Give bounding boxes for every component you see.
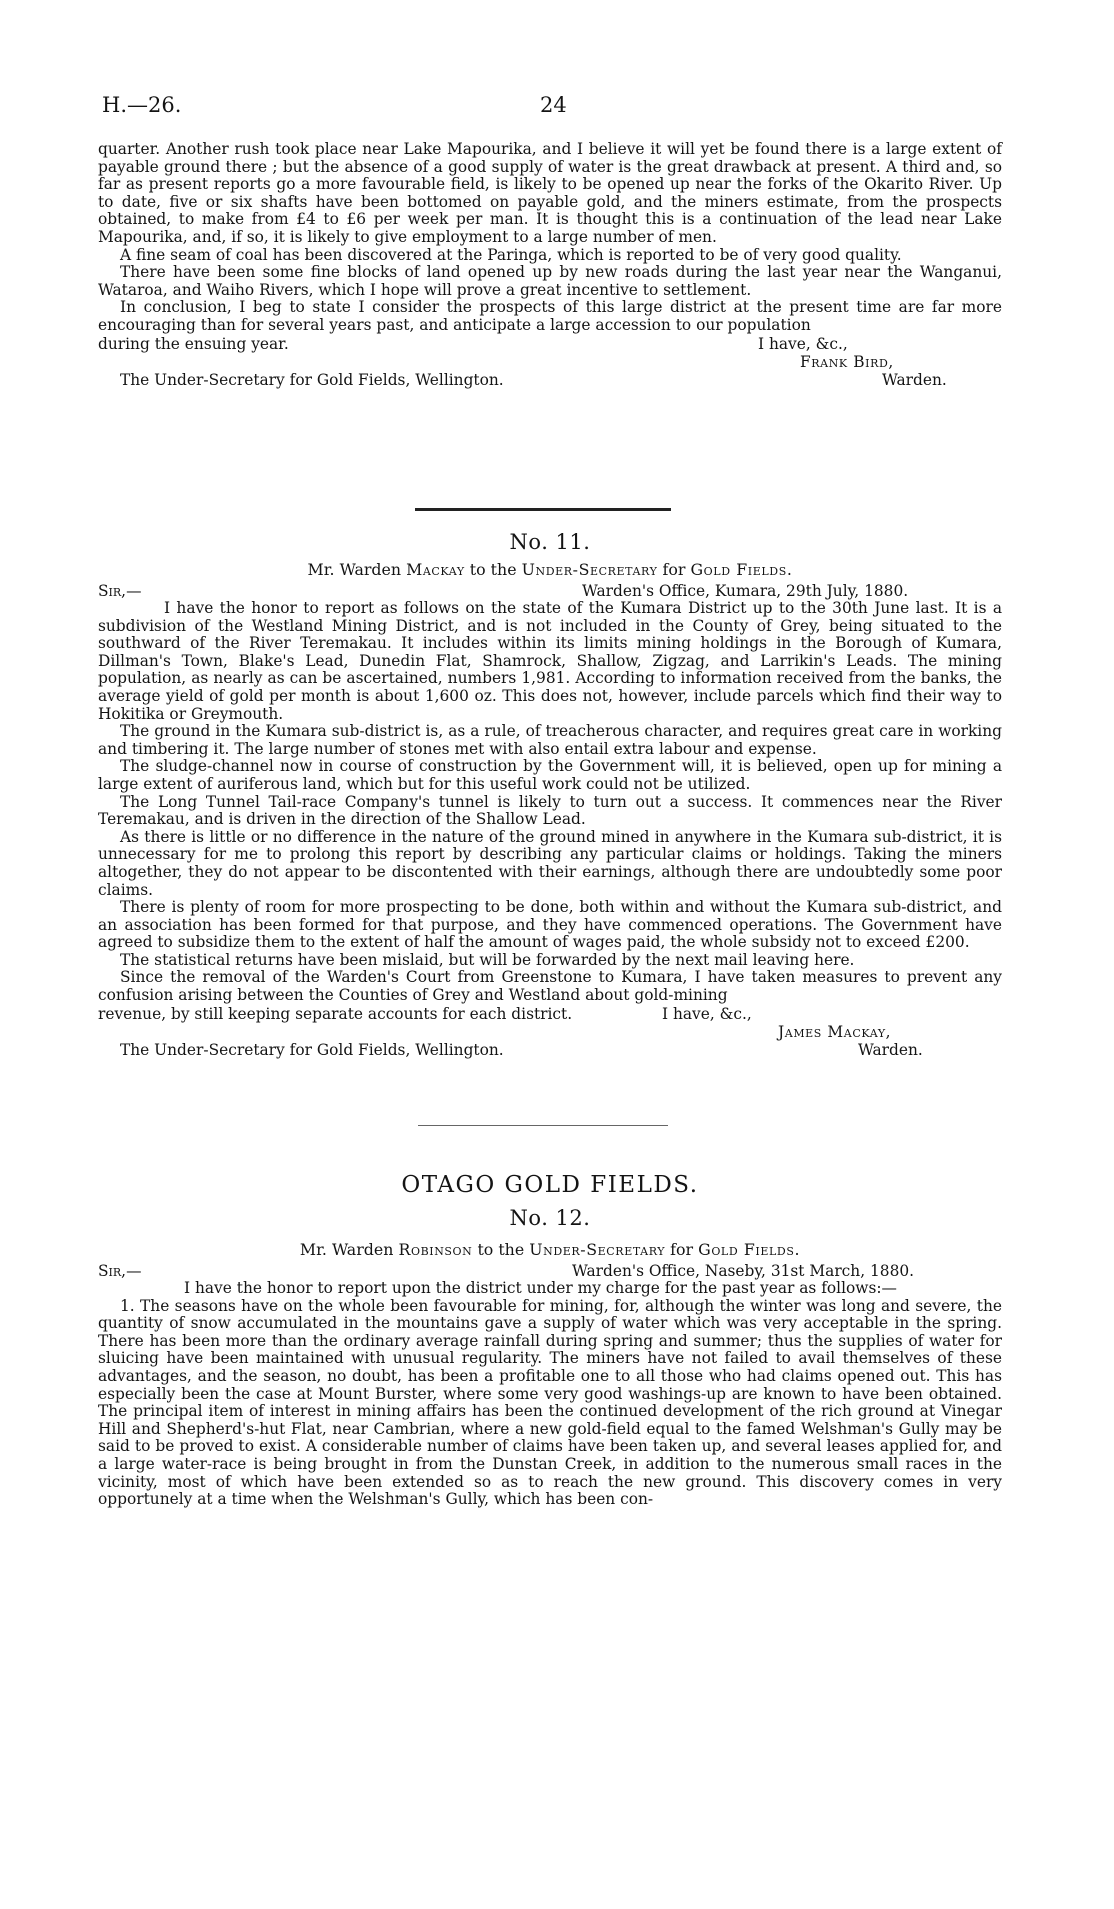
office-date: Warden's Office, Kumara, 29th July, 1880. [582,582,909,600]
closing-line [98,335,1002,353]
valediction: I have, &c., [758,334,848,353]
salutation: Sir,— [98,1262,142,1280]
paragraph: Since the removal of the Warden's Court from Greenstone to Kumara, I have taken measures to prevent any confusion arising between the Counties of Grey and Westland about gold-mining [98,968,1002,1005]
letter-12 [98,1172,1002,1509]
letter-number: No. 12. [509,1206,591,1230]
letter-11 [98,530,1002,1061]
from-name: Mackay [406,560,465,579]
letter-heading [98,1240,1002,1262]
section-title: OTAGO GOLD FIELDS. [401,1172,699,1198]
paragraph: A fine seam of coal has been discovered at the Paringa, which is reported to be of very good quality. [120,245,902,264]
to-word: to the [477,1240,525,1259]
paragraph: The statistical returns have been mislaid, but will be forwarded by the next mail leaving here. [120,950,855,969]
section-divider [418,1125,668,1126]
paragraph: quarter. Another rush took place near Lake Mapourika, and I believe it will yet be found there is a large extent of payable ground there ; but the absence of a good supply of water is the great drawback at present. A third and, so far as present reports go a more favourable field, is likely to be opened up near the forks of the Okarito River. Up to date, five or six shafts have been bottomed on payable gold, and the miners estimate, from the prospects obtained, to make from £4 to £6 per week per man. It is thought this is a continuation of the lead near Lake Mapourika, and, if so, it is likely to give employment to a large number of men. [98,140,1002,246]
address-line [98,371,1002,391]
from-name: Robinson [398,1240,473,1259]
paragraph: I have the honor to report as follows on the state of the Kumara District up to the 30th June last. It is a subdivision of the Westland Mining District, and is not included in the County of Grey, being situated to the southward of the River Teremakau. It includes within its limits mining holdings in the Borough of Kumara, Dillman's Town, Blake's Lead, Dunedin Flat, Shamrock, Shallow, Zigzag, and Larrikin's Leads. The mining population, as nearly as can be ascertained, numbers 1,981. According to information received from the banks, the average yield of gold per month is about 1,600 oz. This does not, however, include parcels which find their way to Hokitika or Greymouth. [98,599,1002,723]
paragraph: As there is little or no difference in the nature of the ground mined in anywhere in the Kumara sub-district, it is unnecessary for me to prolong this report by describing any particular claims or holdings. Taking the miners altogether, they do not appear to be discontented with their earnings, although there are undoubtedly some poor claims. [98,827,1002,899]
paragraph: The sludge-channel now in course of construction by the Government will, it is believed, open up for mining a large extent of auriferous land, which but for this useful work could not be utilized. [98,757,1002,793]
paragraph: In conclusion, I beg to state I consider the prospects of this large district at the present time are far more encouraging than for several years past, and anticipate a large accession to our population [98,298,1002,334]
to-name: Under-Secretary [529,1240,666,1259]
paragraph: I have the honor to report upon the district under my charge for the past year as follows:— [184,1279,897,1297]
signature-line [98,1023,1002,1041]
office-date: Warden's Office, Naseby, 31st March, 1880. [572,1262,915,1280]
paragraph: 1. The seasons have on the whole been favourable for mining, for, although the winter was long and severe, the quantity of snow accumulated in the mountains gave a supply of water which was very acceptable in the spring. There has been more than the ordinary average rainfall during spring and summer; thus the supplies of water for sluicing have been maintained with unusual regularity. The miners have not failed to avail themselves of these advantages, and the season, no doubt, has been a profitable one to all those who had claims opened out. This has especially been the case at Mount Burster, where some very good washings-up are known to have been obtained. The principal item of interest in mining affairs has been the continued development of the rich ground at Vinegar Hill and Shepherd's-hut Flat, near Cambrian, where a new gold-field equal to the famed Welshman's Gully may be said to be proved to exist. A considerable number of claims have been taken up, and several leases applied for, and a large water-race is being brought in from the Dunstan Creek, in addition to the numerous small races in the vicinity, most of which have been extended so as to reach the new ground. This discovery comes in very opportunely at a time when the Welshman's Gully, which has been con- [98,1296,1002,1509]
signatory-title: Warden. [858,1040,923,1059]
paragraph: There is plenty of room for more prospecting to be done, both within and without the Kumara sub-district, and an association has been formed for that purpose, and they have commenced operations. The Government have agreed to subsidize them to the extent of half the amount of wages paid, the whole subsidy not to exceed £200. [98,898,1002,952]
salutation-row [98,1262,1002,1280]
paragraph: The ground in the Kumara sub-district is, as a rule, of treacherous character, and requires great care in working and timbering it. The large number of stones met with also entail extra labour and expense. [98,722,1002,758]
addressee: The Under-Secretary for Gold Fields, Wellington. [120,370,504,389]
page-number: 24 [540,93,567,117]
department: Gold Fields. [698,1240,801,1259]
letter-number: No. 11. [509,530,591,554]
closing-text: during the ensuing year. [98,334,289,353]
to-name: Under-Secretary [521,560,658,579]
from-prefix: Mr. Warden [299,1240,394,1259]
section-divider [415,508,671,511]
addressee: The Under-Secretary for Gold Fields, Wellington. [120,1040,504,1059]
paragraph: There have been some fine blocks of land opened up by new roads during the last year near the Wanganui, Wataroa, and Waiho Rivers, which I hope will prove a great incentive to settlement. [98,263,1002,299]
department: Gold Fields. [690,560,793,579]
signature-line [98,353,1002,371]
from-prefix: Mr. Warden [307,560,402,579]
salutation: Sir,— [98,582,142,600]
signatory-name: James Mackay, [778,1022,892,1041]
paper-reference: H.—26. [102,93,182,117]
signatory-name: Frank Bird, [800,352,894,371]
for-word: for [670,1240,694,1259]
paragraph: The Long Tunnel Tail-race Company's tunnel is likely to turn out a success. It commences near the River Teremakau, and is driven in the direction of the Shallow Lead. [98,792,1002,829]
letter-heading [98,560,1002,582]
address-line [98,1041,1002,1061]
to-word: to the [469,560,517,579]
valediction: I have, &c., [662,1004,752,1023]
letter-10-continuation [98,141,1002,391]
page-header [102,93,1006,133]
for-word: for [662,560,686,579]
closing-line [98,1005,1002,1023]
signatory-title: Warden. [882,370,947,389]
salutation-row [98,582,1002,600]
closing-text: revenue, by still keeping separate accounts for each district. [98,1004,573,1023]
